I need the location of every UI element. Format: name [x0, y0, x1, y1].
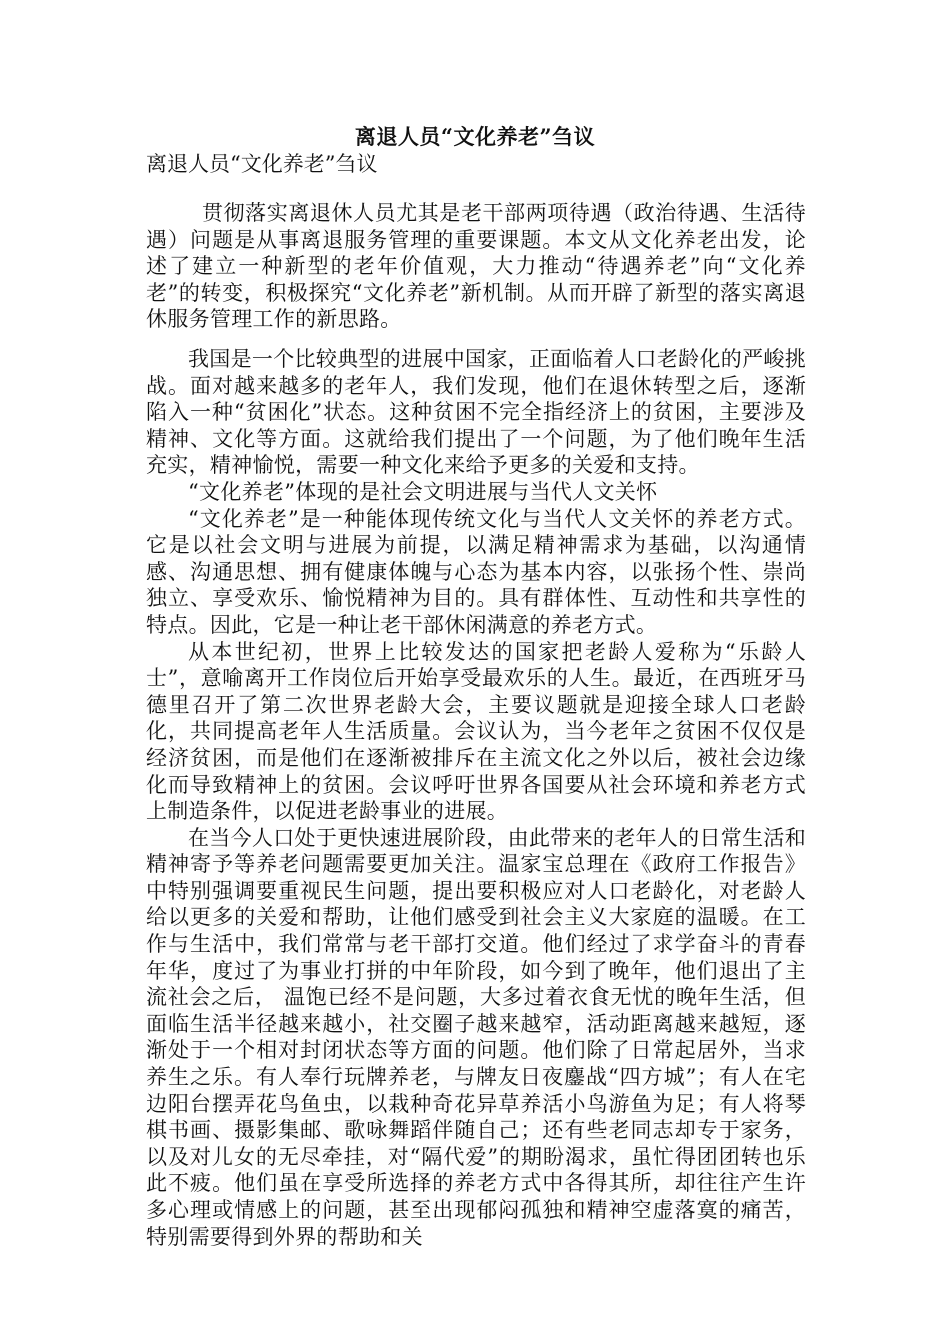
- body-paragraph-3: 从本世纪初，世界上比较发达的国家把老龄人爱称为“乐龄人士”，意喻离开工作岗位后开始享受最欢乐的人生。最近，在西班牙马德里召开了第二次世界老龄大会，主要议题就是迎接全球人口老龄化，共同提高老年人生活质量。会议认为，当今老年之贫困不仅仅是经济贫困，而是他们在逐渐被排斥在主流文化之外以后，被社会边缘化而导致精神上的贫困。会议呼吁世界各国要从社会环境和养老方式上制造条件，以促进老龄事业的进展。: [146, 639, 806, 824]
- abstract-block: [146, 200, 806, 333]
- main-body: [146, 346, 806, 1250]
- section-heading: “文化养老”体现的是社会文明进展与当代人文关怀: [188, 479, 658, 504]
- body-paragraph-4: 在当今人口处于更快速进展阶段，由此带来的老年人的日常生活和精神寄予等养老问题需要更加关注。温家宝总理在《政府工作报告》中特别强调要重视民生问题，提出要积极应对人口老龄化，对老龄人给以更多的关爱和帮助，让他们感受到社会主义大家庭的温暖。在工作与生活中，我们常常与老干部打交道。他们经过了求学奋斗的青春年华，度过了为事业打拼的中年阶段，如今到了晚年，他们退出了主流社会之后， 温饱已经不是问题，大多过着衣食无忧的晚年生活，但面临生活半径越来越小，社交圈子越来越窄，活动距离越来越短，逐渐处于一个相对封闭状态等方面的问题。他们除了日常起居外，当求养生之乐。有人奉行玩牌养老，与牌友日夜鏖战“四方城”；有人在宅边阳台摆弄花鸟鱼虫，以栽种奇花异草养活小鸟游鱼为足；有人将琴棋书画、摄影集邮、歌咏舞蹈伴随自己；还有些老同志却专于家务，以及对儿女的无尽牵挂，对“隔代爱”的期盼渴求，虽忙得团团转也乐此不疲。他们虽在享受所选择的养老方式中各得其所，却往往产生许多心理或情感上的问题，甚至出现郁闷孤独和精神空虚落寞的痛苦，特别需要得到外界的帮助和关: [146, 825, 806, 1249]
- body-paragraph-1: 我国是一个比较典型的进展中国家，正面临着人口老龄化的严峻挑战。面对越来越多的老年人，我们发现，他们在退休转型之后，逐渐陷入一种“贫困化”状态。这种贫困不完全指经济上的贫困，主要涉及精神、文化等方面。这就给我们提出了一个问题，为了他们晚年生活充实，精神愉悦，需要一种文化来给予更多的关爱和支持。: [146, 347, 806, 478]
- document-title: 离退人员“文化养老”刍议: [354, 124, 596, 149]
- document-subtitle: 离退人员“文化养老”刍议: [146, 152, 378, 176]
- abstract-paragraph: 贯彻落实离退休人员尤其是老干部两项待遇（政治待遇、生活待遇）问题是从事离退服务管理的重要课题。本文从文化养老出发，论述了建立一种新型的老年价值观，大力推动“待遇养老”向“文化养老”的转变，积极探究“文化养老”新机制。从而开辟了新型的落实离退休服务管理工作的新思路。: [146, 201, 806, 332]
- body-paragraph-2: “文化养老”是一种能体现传统文化与当代人文关怀的养老方式。它是以社会文明与进展为前提，以满足精神需求为基础，以沟通情感、沟通思想、拥有健康体魄与心态为基本内容，以张扬个性、崇尚独立、享受欢乐、愉悦精神为目的。具有群体性、互动性和共享性的特点。因此，它是一种让老干部休闲满意的养老方式。: [146, 506, 806, 637]
